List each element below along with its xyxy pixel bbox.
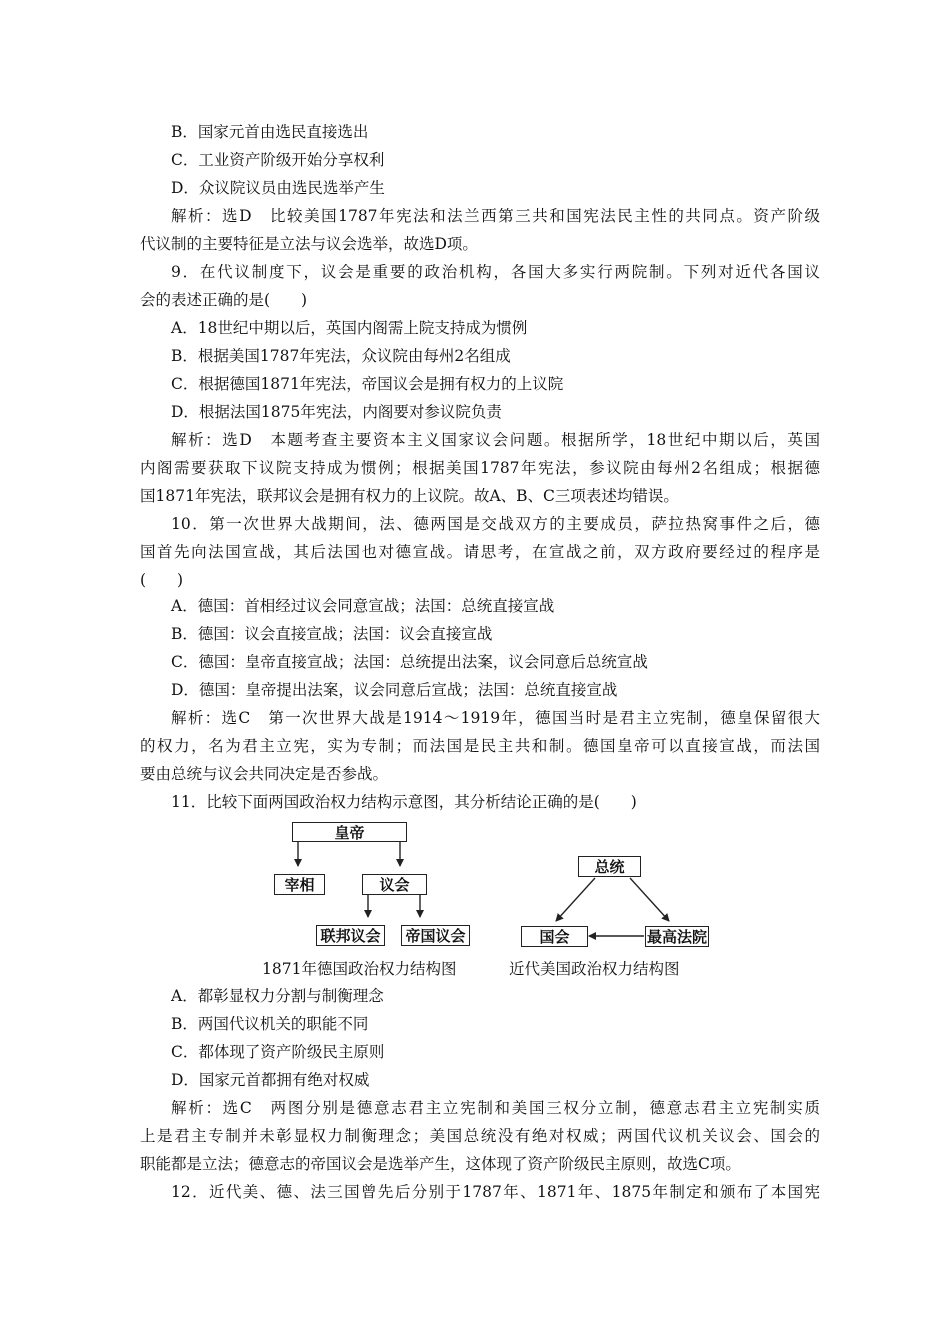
q10-stem-line-1: 10．第一次世界大战期间，法、德两国是交战双方的主要成员，萨拉热窝事件之后，德 (171, 515, 820, 533)
q9-option-b: B．根据美国1787年宪法，众议院由每州2名组成 (171, 347, 511, 365)
q10-option-d: D．德国：皇帝提出法案，议会同意后宣战；法国：总统直接宣战 (171, 681, 618, 699)
usa-congress-box: 国会 (521, 926, 588, 947)
usa-diagram-caption: 近代美国政治权力结构图 (509, 960, 680, 978)
q10-analysis-line-3: 要由总统与议会共同决定是否参战。 (140, 765, 389, 783)
q10-analysis-line-2: 的权力，名为君主立宪，实为专制；而法国是民主共和制。德国皇帝可以直接宣战，而法国 (140, 737, 820, 755)
q10-option-b: B．德国：议会直接宣战；法国：议会直接宣战 (171, 625, 493, 643)
germany-parliament-box: 议会 (362, 874, 427, 895)
q8-analysis-line-1: 解析：选D 比较美国1787年宪法和法兰西第三共和国宪法民主性的共同点。资产阶级 (171, 207, 820, 225)
germany-federal-council-box: 联邦议会 (316, 925, 385, 946)
q11-option-c: C．都体现了资产阶级民主原则 (171, 1043, 385, 1061)
q8-option-b: B．国家元首由选民直接选出 (171, 123, 369, 141)
germany-chancellor-box: 宰相 (274, 874, 325, 895)
q10-option-a: A．德国：首相经过议会同意宣战；法国：总统直接宣战 (171, 597, 555, 615)
arrow-president-to-supreme-court (630, 878, 669, 921)
q8-analysis-line-2: 代议制的主要特征是立法与议会选举，故选D项。 (140, 235, 478, 253)
q9-stem-line-2: 会的表述正确的是( ) (140, 291, 308, 309)
q10-analysis-line-1: 解析：选C 第一次世界大战是1914～1919年，德国当时是君主立宪制，德皇保留很大 (171, 709, 820, 727)
arrow-president-to-congress (556, 878, 595, 921)
q12-stem-line-1: 12．近代美、德、法三国曾先后分别于1787年、1871年、1875年制定和颁布了本国宪 (171, 1183, 820, 1201)
germany-reichstag-box: 帝国议会 (401, 925, 470, 946)
q9-analysis-line-1: 解析：选D 本题考查主要资本主义国家议会问题。根据所学，18世纪中期以后，英国 (171, 431, 820, 449)
q11-option-b: B．两国代议机关的职能不同 (171, 1015, 369, 1033)
usa-supreme-court-box: 最高法院 (646, 928, 707, 946)
q11-analysis-line-3: 职能都是立法；德意志的帝国议会是选举产生，这体现了资产阶级民主原则，故选C项。 (140, 1155, 741, 1173)
germany-emperor-box: 皇帝 (292, 822, 407, 842)
q8-option-c: C．工业资产阶级开始分享权利 (171, 151, 385, 169)
q8-option-d: D．众议院议员由选民选举产生 (171, 179, 385, 197)
q9-option-a: A．18世纪中期以后，英国内阁需上院支持成为惯例 (171, 319, 528, 337)
q10-stem-line-3: ( ) (140, 571, 184, 589)
q9-analysis-line-2: 内阁需要获取下议院支持成为惯例；根据美国1787年宪法，参议院由每州2名组成；根据德 (140, 459, 820, 477)
q11-option-a: A．都彰显权力分割与制衡理念 (171, 987, 384, 1005)
q11-stem: 11．比较下面两国政治权力结构示意图，其分析结论正确的是( ) (171, 793, 637, 811)
q9-option-c: C．根据德国1871年宪法，帝国议会是拥有权力的上议院 (171, 375, 564, 393)
q11-analysis-line-1: 解析：选C 两图分别是德意志君主立宪制和美国三权分立制，德意志君主立宪制实质 (171, 1099, 820, 1117)
q9-stem-line-1: 9．在代议制度下，议会是重要的政治机构，各国大多实行两院制。下列对近代各国议 (171, 263, 820, 281)
usa-president-box: 总统 (578, 856, 641, 877)
q9-analysis-line-3: 国1871年宪法，联邦议会是拥有权力的上议院。故A、B、C三项表述均错误。 (140, 487, 679, 505)
q10-stem-line-2: 国首先向法国宣战，其后法国也对德宣战。请思考，在宣战之前，双方政府要经过的程序是 (140, 543, 820, 561)
q11-option-d: D．国家元首都拥有绝对权威 (171, 1071, 370, 1089)
q10-option-c: C．德国：皇帝直接宣战；法国：总统提出法案，议会同意后总统宣战 (171, 653, 648, 671)
germany-diagram-caption: 1871年德国政治权力结构图 (262, 960, 457, 978)
q9-option-d: D．根据法国1875年宪法，内阁要对参议院负责 (171, 403, 502, 421)
q11-analysis-line-2: 上是君主专制并未彰显权力制衡理念；美国总统没有绝对权威；两国代议机关议会、国会的 (140, 1127, 820, 1145)
